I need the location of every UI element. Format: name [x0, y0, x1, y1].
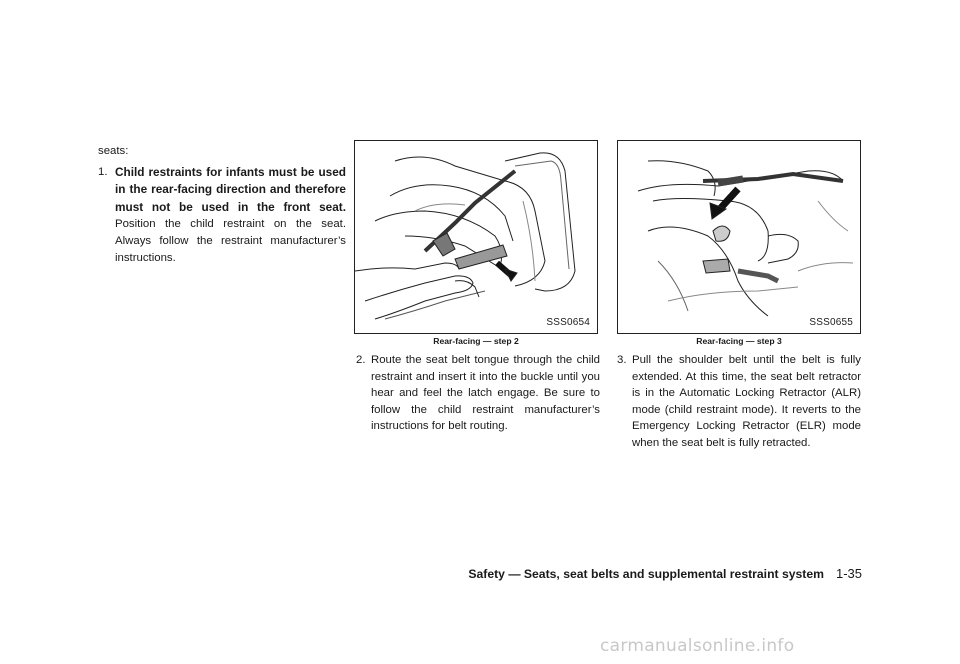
step-number: 3. [617, 354, 627, 366]
item-body-text: Position the child restraint on the seat. Always follow the restraint manufacturer’s instructions. [115, 218, 346, 264]
step-2 [356, 352, 600, 435]
left-column [98, 143, 346, 266]
step-text: Pull the shoulder belt until the belt is fully extended. At this time, the seat belt retractor is in the Automatic Locking Retractor (ALR) mode (child restraint mode). It reverts to the Emergency Locking Retractor (ELR) mode when the seat belt is fully retracted. [632, 354, 861, 449]
figure-rear-facing-step3 [617, 140, 861, 334]
rear-facing-step3-illustration [618, 141, 860, 333]
list-item-1 [98, 164, 346, 267]
step-text: Route the seat belt tongue through the child restraint and insert it into the buckle until you hear and feel the latch engage. Be sure to follow the child restraint manufacturer’s instructions for belt routing. [371, 354, 600, 433]
figure-code: SSS0654 [546, 317, 590, 328]
figure-rear-facing-step2 [354, 140, 598, 334]
step-3 [617, 352, 861, 452]
item-bold-warning: Child restraints for infants must be used in the rear-facing direction and therefore must not be used in the front seat. [115, 164, 346, 214]
page-footer [468, 566, 862, 581]
figure-caption: Rear-facing — step 3 [696, 336, 782, 346]
figure-code: SSS0655 [809, 317, 853, 328]
figure-caption: Rear-facing — step 2 [433, 336, 519, 346]
section-title: Safety — Seats, seat belts and supplemental restraint system [468, 567, 824, 581]
step-number: 2. [356, 354, 366, 366]
item-number: 1. [98, 165, 108, 178]
rear-facing-step2-illustration [355, 141, 597, 333]
watermark: carmanualsonline.info [600, 636, 795, 656]
intro-lead: seats: [98, 145, 129, 157]
page-number: 1-35 [835, 566, 862, 581]
